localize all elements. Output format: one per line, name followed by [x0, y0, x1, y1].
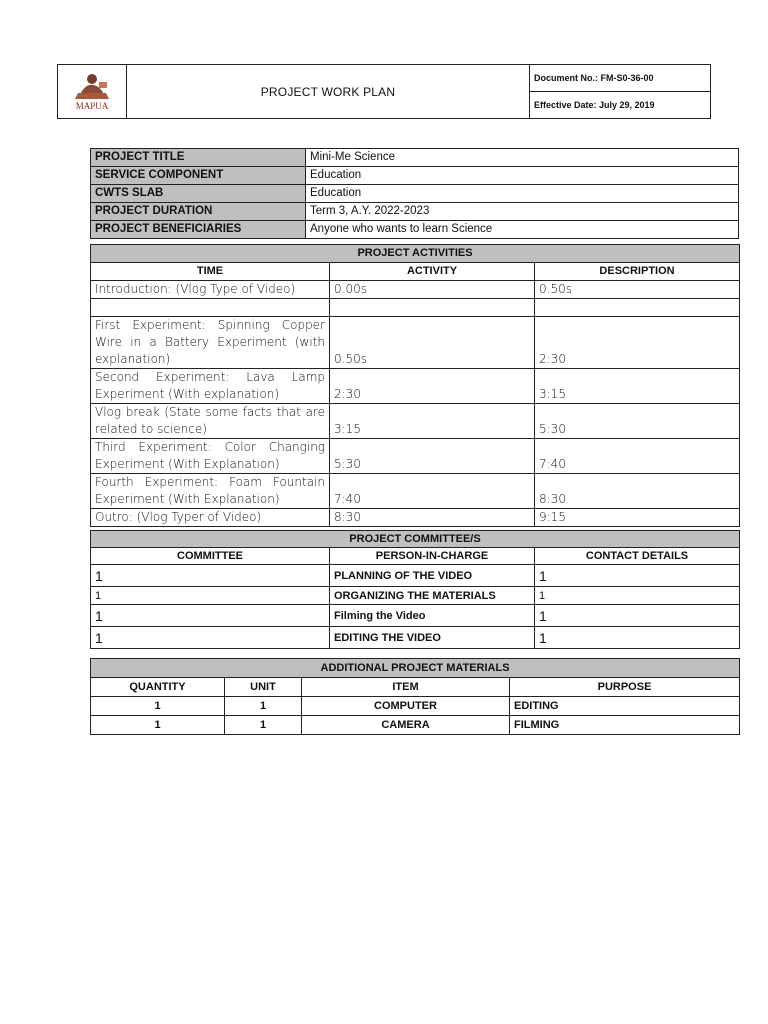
activity-end: 0.50s: [535, 281, 740, 299]
section-title: PROJECT COMMITTEE/S: [91, 531, 740, 548]
logo-cell: [58, 65, 127, 119]
activity-start: 8:30: [330, 509, 535, 527]
info-value: Term 3, A.Y. 2022-2023: [306, 203, 739, 221]
committee-name: 1: [91, 605, 330, 627]
document-title: PROJECT WORK PLAN: [127, 65, 530, 119]
table-row: [91, 404, 740, 439]
person-in-charge: Filming the Video: [330, 605, 535, 627]
info-label: PROJECT TITLE: [91, 149, 306, 167]
info-row: [91, 149, 739, 167]
activity-start: 7:40: [330, 474, 535, 509]
project-activities-table: [90, 244, 740, 527]
table-row: [91, 369, 740, 404]
document-number: Document No.: FM-S0-36-00: [530, 65, 711, 92]
mapua-logo-icon: [63, 69, 121, 113]
activity-time: Fourth Experiment: Foam Fountain Experiment (With Explanation): [91, 474, 330, 509]
section-title: ADDITIONAL PROJECT MATERIALS: [91, 659, 740, 678]
table-row: [91, 317, 740, 369]
activity-end: 7:40: [535, 439, 740, 474]
column-header: ACTIVITY: [330, 263, 535, 281]
material-item: CAMERA: [302, 716, 510, 735]
person-in-charge: ORGANIZING THE MATERIALS: [330, 587, 535, 605]
table-row: [91, 474, 740, 509]
activity-end: 2:30: [535, 317, 740, 369]
material-quantity: 1: [91, 716, 225, 735]
material-item: COMPUTER: [302, 697, 510, 716]
column-header: UNIT: [225, 678, 302, 697]
activity-end: 5:30: [535, 404, 740, 439]
table-row: [91, 716, 740, 735]
material-quantity: 1: [91, 697, 225, 716]
column-header: PERSON-IN-CHARGE: [330, 548, 535, 565]
activity-end: 8:30: [535, 474, 740, 509]
activity-start: [330, 299, 535, 317]
table-row: [91, 587, 740, 605]
committee-name: 1: [91, 565, 330, 587]
activity-end: [535, 299, 740, 317]
info-value: Education: [306, 167, 739, 185]
column-header: ITEM: [302, 678, 510, 697]
contact-details: 1: [535, 587, 740, 605]
column-header: TIME: [91, 263, 330, 281]
info-label: PROJECT DURATION: [91, 203, 306, 221]
column-header: QUANTITY: [91, 678, 225, 697]
info-value: Mini-Me Science: [306, 149, 739, 167]
contact-details: 1: [535, 627, 740, 649]
info-row: [91, 167, 739, 185]
activity-end: 3:15: [535, 369, 740, 404]
activity-time: Introduction: (Vlog Type of Video): [91, 281, 330, 299]
info-row: [91, 221, 739, 239]
person-in-charge: PLANNING OF THE VIDEO: [330, 565, 535, 587]
activity-start: 2:30: [330, 369, 535, 404]
table-row: [91, 281, 740, 299]
activity-start: 0.00s: [330, 281, 535, 299]
effective-date: Effective Date: July 29, 2019: [530, 92, 711, 119]
activity-time: Vlog break (State some facts that are related to science): [91, 404, 330, 439]
committee-name: 1: [91, 627, 330, 649]
activity-start: 3:15: [330, 404, 535, 439]
table-row: [91, 299, 740, 317]
table-row: [91, 627, 740, 649]
activity-time: Outro: (Vlog Typer of Video): [91, 509, 330, 527]
material-unit: 1: [225, 716, 302, 735]
column-header: PURPOSE: [510, 678, 740, 697]
info-label: SERVICE COMPONENT: [91, 167, 306, 185]
table-row: [91, 509, 740, 527]
activity-start: 5:30: [330, 439, 535, 474]
material-purpose: FILMING: [510, 716, 740, 735]
table-row: [91, 439, 740, 474]
activity-end: 9:15: [535, 509, 740, 527]
activity-time: [91, 299, 330, 317]
section-title: PROJECT ACTIVITIES: [91, 245, 740, 263]
column-header: CONTACT DETAILS: [535, 548, 740, 565]
info-row: [91, 203, 739, 221]
info-value: Anyone who wants to learn Science: [306, 221, 739, 239]
committee-name: 1: [91, 587, 330, 605]
project-info-table: [90, 148, 739, 239]
table-row: [91, 565, 740, 587]
material-purpose: EDITING: [510, 697, 740, 716]
column-header: COMMITTEE: [91, 548, 330, 565]
svg-text:MAPUA: MAPUA: [75, 100, 109, 111]
table-row: [91, 697, 740, 716]
info-row: [91, 185, 739, 203]
column-header: DESCRIPTION: [535, 263, 740, 281]
info-label: PROJECT BENEFICIARIES: [91, 221, 306, 239]
activity-time: First Experiment: Spinning Copper Wire in a Battery Experiment (with explanation): [91, 317, 330, 369]
info-label: CWTS SLAB: [91, 185, 306, 203]
activity-start: 0.50s: [330, 317, 535, 369]
person-in-charge: EDITING THE VIDEO: [330, 627, 535, 649]
contact-details: 1: [535, 565, 740, 587]
additional-materials-table: [90, 658, 740, 735]
material-unit: 1: [225, 697, 302, 716]
info-value: Education: [306, 185, 739, 203]
document-header: [57, 64, 711, 119]
table-row: [91, 605, 740, 627]
contact-details: 1: [535, 605, 740, 627]
activity-time: Third Experiment: Color Changing Experiment (With Explanation): [91, 439, 330, 474]
project-committee-table: [90, 530, 740, 649]
activity-time: Second Experiment: Lava Lamp Experiment (With explanation): [91, 369, 330, 404]
